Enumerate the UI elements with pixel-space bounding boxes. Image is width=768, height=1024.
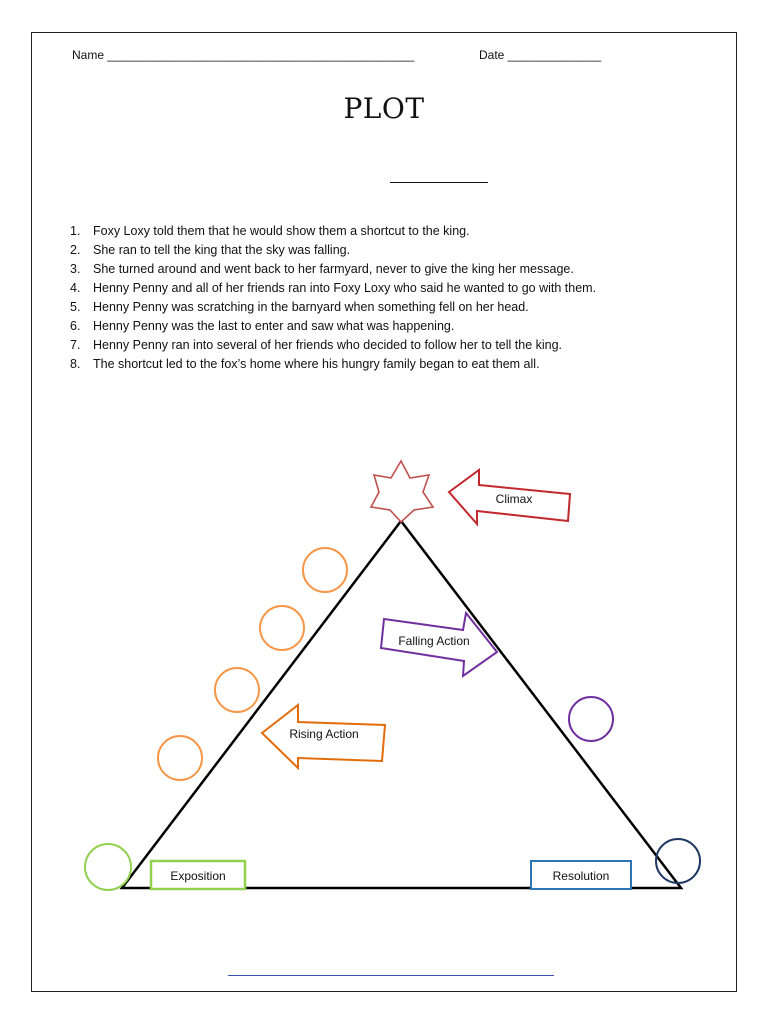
item-text: Foxy Loxy told them that he would show them a shortcut to the king. — [93, 224, 470, 238]
rising-event-circle[interactable] — [260, 606, 304, 650]
item-number: 4. — [70, 281, 81, 295]
item-number: 1. — [70, 224, 81, 238]
item-number: 5. — [70, 300, 81, 314]
name-field[interactable]: Name ______________________________________________ — [72, 48, 415, 62]
exposition-label: Exposition — [170, 869, 226, 883]
falling-event-circle[interactable] — [569, 697, 613, 741]
item-text: She turned around and went back to her farmyard, never to give the king her message. — [93, 262, 574, 276]
item-text: Henny Penny ran into several of her friends who decided to follow her to tell the king. — [93, 338, 563, 352]
resolution-label: Resolution — [552, 869, 610, 883]
item-text: Henny Penny and all of her friends ran into Foxy Loxy who said he wanted to go with them. — [93, 281, 597, 295]
resolution-event-circle[interactable] — [656, 839, 700, 883]
item-number: 2. — [70, 243, 81, 257]
item-number: 7. — [70, 338, 81, 352]
item-number: 6. — [70, 319, 81, 333]
page-title: PLOT — [343, 92, 425, 125]
item-text: Henny Penny was scratching in the barnyard when something fell on her head. — [93, 300, 529, 314]
item-number: 3. — [70, 262, 81, 276]
rising-event-circle[interactable] — [215, 668, 259, 712]
climax-label: Climax — [495, 492, 533, 506]
date-field[interactable]: Date ______________ — [479, 48, 602, 62]
exposition-event-circle[interactable] — [85, 844, 131, 890]
rising-event-circle[interactable] — [303, 548, 347, 592]
climax-star-icon[interactable] — [371, 461, 433, 522]
rising-event-circle[interactable] — [158, 736, 202, 780]
item-number: 8. — [70, 357, 81, 371]
item-text: Henny Penny was the last to enter and saw what was happening. — [93, 319, 455, 333]
footer-answer-line[interactable] — [228, 975, 554, 976]
falling-action-label: Falling Action — [398, 634, 470, 648]
rising-action-label: Rising Action — [289, 727, 359, 741]
item-text: The shortcut led to the fox’s home where his hungry family began to eat them all. — [93, 357, 540, 371]
item-text: She ran to tell the king that the sky was falling. — [93, 243, 351, 257]
